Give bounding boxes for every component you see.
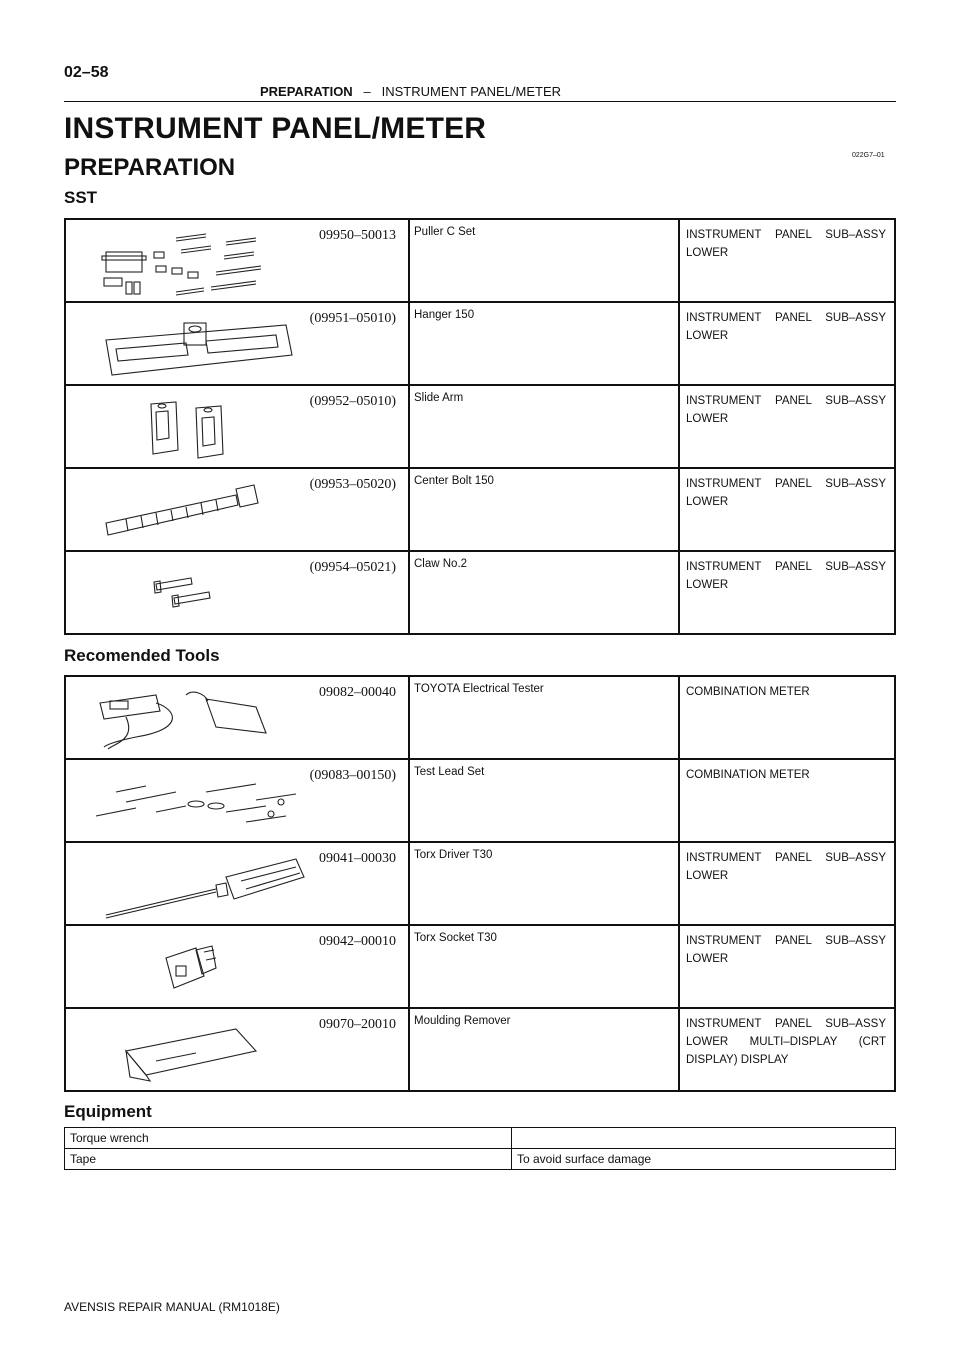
slide-arm-icon bbox=[96, 398, 256, 468]
tool-use: INSTRUMENT PANEL SUB–ASSY LOWER MULTI–DISPLAY (CRT DISPLAY) DISPLAY bbox=[679, 1008, 895, 1091]
page-title: INSTRUMENT PANEL/METER bbox=[64, 112, 487, 145]
page-footer: AVENSIS REPAIR MANUAL (RM1018E) bbox=[64, 1300, 280, 1314]
part-number: 09082–00040 bbox=[319, 685, 396, 700]
recommended-tools-table bbox=[64, 675, 896, 1092]
tool-name: Slide Arm bbox=[409, 385, 679, 468]
moulding-remover-icon bbox=[96, 1021, 296, 1091]
table-row bbox=[65, 1008, 895, 1091]
part-number: (09951–05010) bbox=[309, 311, 396, 326]
table-row bbox=[65, 1149, 896, 1170]
equipment-note bbox=[512, 1128, 896, 1149]
tool-use: INSTRUMENT PANEL SUB–ASSY LOWER bbox=[679, 551, 895, 634]
sst-table bbox=[64, 218, 896, 635]
tool-name: Torx Socket T30 bbox=[409, 925, 679, 1008]
page-number: 02–58 bbox=[64, 64, 109, 81]
tool-use: INSTRUMENT PANEL SUB–ASSY LOWER bbox=[679, 842, 895, 925]
table-row bbox=[65, 759, 895, 842]
tool-name: Hanger 150 bbox=[409, 302, 679, 385]
equipment-name: Tape bbox=[65, 1149, 512, 1170]
tool-use: INSTRUMENT PANEL SUB–ASSY LOWER bbox=[679, 925, 895, 1008]
part-number: 09950–50013 bbox=[319, 228, 396, 243]
tool-use: COMBINATION METER bbox=[679, 759, 895, 842]
header-rule bbox=[64, 101, 896, 102]
tool-image-cell bbox=[65, 676, 409, 759]
part-number: (09083–00150) bbox=[309, 768, 396, 783]
tool-image-cell bbox=[65, 842, 409, 925]
tool-name: Moulding Remover bbox=[409, 1008, 679, 1091]
equipment-heading: Equipment bbox=[64, 1102, 152, 1121]
tool-use: COMBINATION METER bbox=[679, 676, 895, 759]
tool-image-cell bbox=[65, 925, 409, 1008]
header-section: PREPARATION bbox=[260, 84, 353, 99]
part-number: (09954–05021) bbox=[309, 560, 396, 575]
table-row bbox=[65, 925, 895, 1008]
center-bolt-icon bbox=[96, 481, 296, 551]
tool-image-cell bbox=[65, 551, 409, 634]
tool-image-cell bbox=[65, 468, 409, 551]
claw-icon bbox=[96, 564, 256, 634]
tool-image-cell bbox=[65, 385, 409, 468]
puller-set-icon bbox=[96, 232, 266, 302]
tool-image-cell bbox=[65, 219, 409, 302]
tool-image-cell bbox=[65, 1008, 409, 1091]
torx-socket-icon bbox=[96, 938, 256, 1008]
page-subtitle: PREPARATION bbox=[64, 154, 236, 181]
tool-name: Puller C Set bbox=[409, 219, 679, 302]
tool-name: Test Lead Set bbox=[409, 759, 679, 842]
torx-driver-icon bbox=[96, 855, 316, 925]
tool-name: Center Bolt 150 bbox=[409, 468, 679, 551]
recommended-tools-heading: Recomended Tools bbox=[64, 646, 220, 665]
table-row bbox=[65, 302, 895, 385]
table-row bbox=[65, 219, 895, 302]
tool-image-cell bbox=[65, 759, 409, 842]
running-header bbox=[260, 84, 561, 99]
header-separator: – bbox=[363, 84, 371, 99]
sst-heading: SST bbox=[64, 188, 98, 207]
part-number: (09952–05010) bbox=[309, 394, 396, 409]
tool-name: TOYOTA Electrical Tester bbox=[409, 676, 679, 759]
equipment-name: Torque wrench bbox=[65, 1128, 512, 1149]
table-row bbox=[65, 468, 895, 551]
electrical-tester-icon bbox=[96, 689, 296, 759]
part-number: 09042–00010 bbox=[319, 934, 396, 949]
test-lead-icon bbox=[96, 772, 316, 842]
tool-image-cell bbox=[65, 302, 409, 385]
tool-use: INSTRUMENT PANEL SUB–ASSY LOWER bbox=[679, 219, 895, 302]
tool-use: INSTRUMENT PANEL SUB–ASSY LOWER bbox=[679, 468, 895, 551]
tool-use: INSTRUMENT PANEL SUB–ASSY LOWER bbox=[679, 302, 895, 385]
table-row bbox=[65, 551, 895, 634]
equipment-table bbox=[64, 1127, 896, 1170]
tool-name: Torx Driver T30 bbox=[409, 842, 679, 925]
part-number: 09070–20010 bbox=[319, 1017, 396, 1032]
table-row bbox=[65, 385, 895, 468]
tool-name: Claw No.2 bbox=[409, 551, 679, 634]
part-number: 09041–00030 bbox=[319, 851, 396, 866]
header-subsection: INSTRUMENT PANEL/METER bbox=[381, 84, 561, 99]
table-row bbox=[65, 676, 895, 759]
part-number: (09953–05020) bbox=[309, 477, 396, 492]
table-row bbox=[65, 1128, 896, 1149]
figure-code: 022G7–01 bbox=[852, 152, 885, 159]
tool-use: INSTRUMENT PANEL SUB–ASSY LOWER bbox=[679, 385, 895, 468]
hanger-icon bbox=[96, 315, 296, 385]
equipment-note: To avoid surface damage bbox=[512, 1149, 896, 1170]
table-row bbox=[65, 842, 895, 925]
